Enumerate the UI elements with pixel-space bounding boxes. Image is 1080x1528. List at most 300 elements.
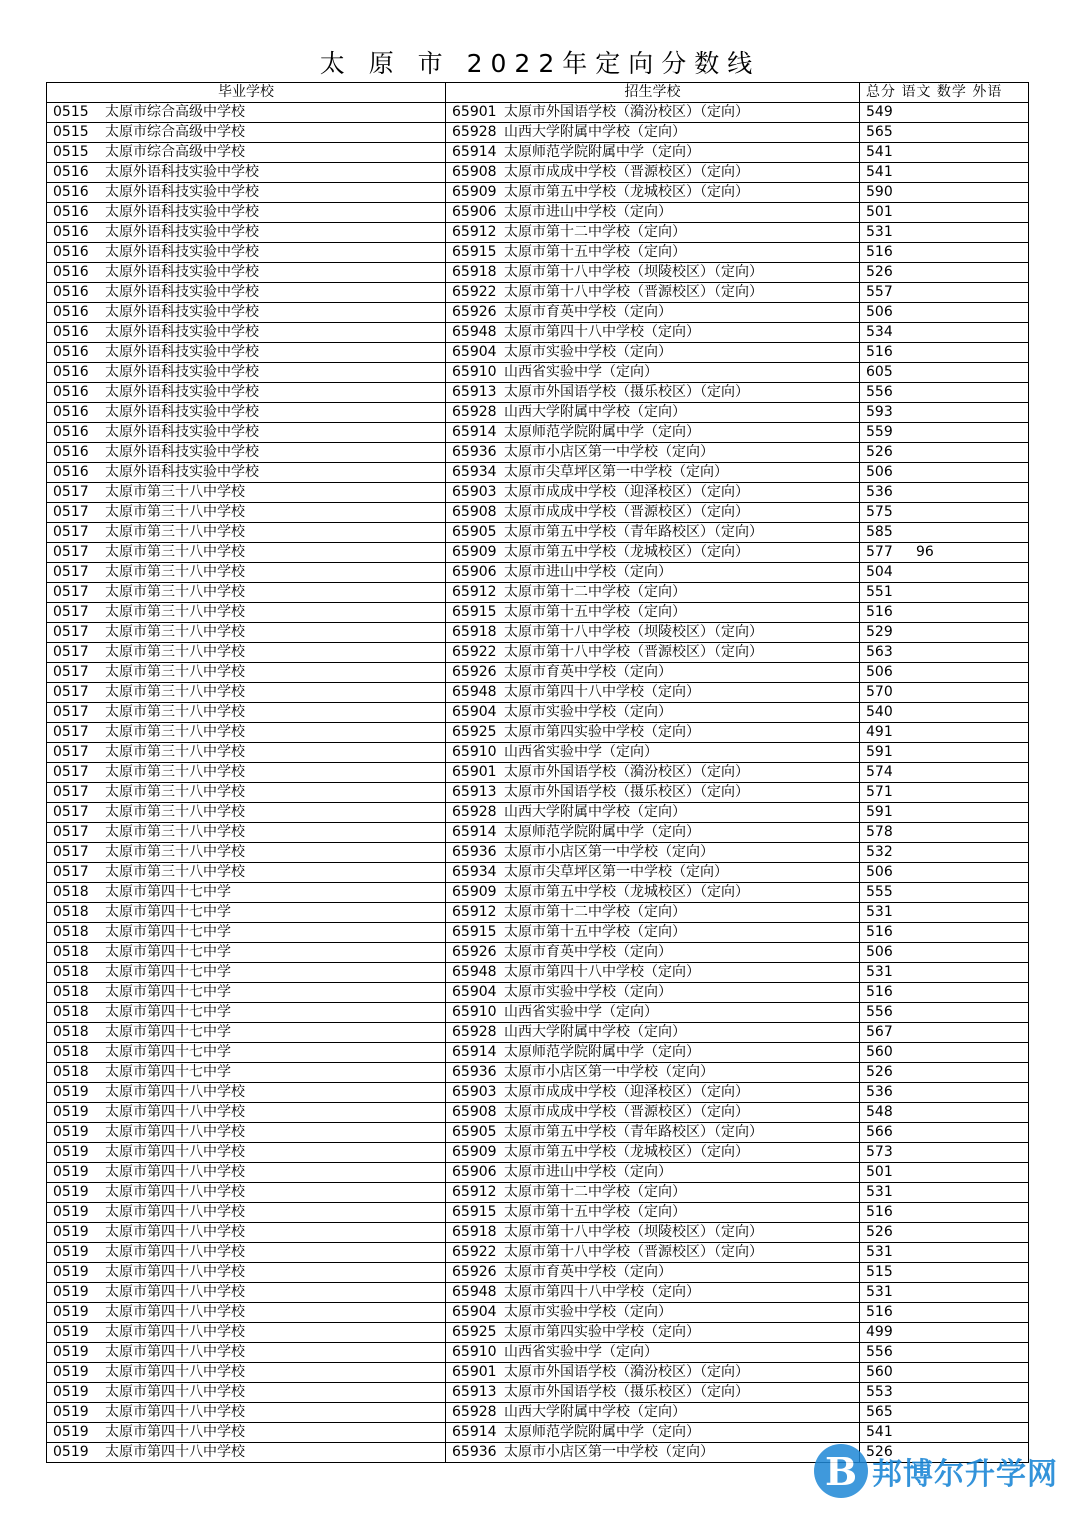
- header-admit-school: 招生学校: [446, 83, 860, 103]
- grad-school-cell: [47, 983, 446, 1003]
- admit-school-cell: [446, 1283, 860, 1303]
- score-cell: [860, 1423, 1029, 1443]
- table-row: [47, 343, 1029, 363]
- total-score: 531: [866, 1184, 893, 1200]
- admit-school-code: 65922: [452, 644, 497, 660]
- grad-school-cell: [47, 1243, 446, 1263]
- grad-school-code: 0519: [53, 1244, 89, 1260]
- admit-school-name: 太原市小店区第一中学校（定向）: [504, 844, 714, 860]
- admit-school-name: 太原市外国语学校（摄乐校区）（定向）: [504, 1384, 749, 1400]
- grad-school-code: 0516: [53, 424, 89, 440]
- score-cell: [860, 943, 1029, 963]
- table-row: [47, 843, 1029, 863]
- admit-school-name: 太原市第十二中学校（定向）: [504, 1184, 686, 1200]
- total-score: 560: [866, 1044, 893, 1060]
- grad-school-code: 0516: [53, 364, 89, 380]
- grad-school-name: 太原市第四十八中学校: [105, 1184, 245, 1200]
- admit-school-name: 太原市实验中学校（定向）: [504, 704, 672, 720]
- table-row: [47, 103, 1029, 123]
- admit-school-cell: [446, 303, 860, 323]
- table-row: [47, 923, 1029, 943]
- admit-school-code: 65904: [452, 344, 497, 360]
- admit-school-cell: [446, 1223, 860, 1243]
- total-score: 575: [866, 504, 893, 520]
- score-cell: [860, 1403, 1029, 1423]
- total-score: 506: [866, 664, 893, 680]
- score-cell: [860, 783, 1029, 803]
- total-score: 532: [866, 844, 893, 860]
- table-row: [47, 1423, 1029, 1443]
- grad-school-code: 0517: [53, 764, 89, 780]
- score-cell: [860, 343, 1029, 363]
- score-cell: [860, 483, 1029, 503]
- grad-school-cell: [47, 283, 446, 303]
- score-cell: [860, 123, 1029, 143]
- grad-school-name: 太原市第四十八中学校: [105, 1224, 245, 1240]
- admit-school-cell: [446, 1383, 860, 1403]
- admit-school-cell: [446, 103, 860, 123]
- table-row: [47, 1403, 1029, 1423]
- total-score: 605: [866, 364, 893, 380]
- score-cell: [860, 1063, 1029, 1083]
- admit-school-name: 太原市外国语学校（摄乐校区）（定向）: [504, 784, 749, 800]
- grad-school-code: 0516: [53, 444, 89, 460]
- table-row: [47, 663, 1029, 683]
- total-score: 563: [866, 644, 893, 660]
- admit-school-name: 太原市第五中学校（龙城校区）（定向）: [504, 544, 749, 560]
- grad-school-cell: [47, 1103, 446, 1123]
- grad-school-cell: [47, 963, 446, 983]
- admit-school-name: 太原师范学院附属中学（定向）: [504, 424, 700, 440]
- table-row: [47, 383, 1029, 403]
- admit-school-code: 65918: [452, 624, 497, 640]
- grad-school-cell: [47, 183, 446, 203]
- total-score: 555: [866, 884, 893, 900]
- table-row: [47, 743, 1029, 763]
- chinese-score: 96: [916, 544, 934, 560]
- score-cell: [860, 223, 1029, 243]
- grad-school-name: 太原市第四十七中学: [105, 1004, 231, 1020]
- grad-school-code: 0517: [53, 804, 89, 820]
- table-row: [47, 323, 1029, 343]
- grad-school-code: 0516: [53, 224, 89, 240]
- grad-school-cell: [47, 1203, 446, 1223]
- admit-school-cell: [446, 563, 860, 583]
- admit-school-cell: [446, 723, 860, 743]
- grad-school-code: 0517: [53, 784, 89, 800]
- admit-school-cell: [446, 903, 860, 923]
- score-cell: [860, 1263, 1029, 1283]
- grad-school-code: 0517: [53, 684, 89, 700]
- admit-school-cell: [446, 803, 860, 823]
- admit-school-code: 65922: [452, 1244, 497, 1260]
- score-cell: [860, 1083, 1029, 1103]
- table-row: [47, 1163, 1029, 1183]
- table-row: [47, 243, 1029, 263]
- admit-school-name: 太原师范学院附属中学（定向）: [504, 144, 700, 160]
- table-row: [47, 1243, 1029, 1263]
- grad-school-name: 太原市综合高级中学校: [105, 144, 245, 160]
- total-score: 549: [866, 104, 893, 120]
- total-score: 560: [866, 1364, 893, 1380]
- score-cell: [860, 803, 1029, 823]
- admit-school-code: 65948: [452, 964, 497, 980]
- score-cell: [860, 1323, 1029, 1343]
- admit-school-name: 太原市第四十八中学校（定向）: [504, 964, 700, 980]
- admit-school-code: 65912: [452, 904, 497, 920]
- admit-school-cell: [446, 1023, 860, 1043]
- table-row: [47, 183, 1029, 203]
- total-score: 551: [866, 584, 893, 600]
- admit-school-code: 65904: [452, 704, 497, 720]
- score-cell: [860, 583, 1029, 603]
- grad-school-cell: [47, 1323, 446, 1343]
- grad-school-cell: [47, 1063, 446, 1083]
- total-score: 531: [866, 904, 893, 920]
- admit-school-cell: [446, 143, 860, 163]
- table-row: [47, 143, 1029, 163]
- admit-school-cell: [446, 1363, 860, 1383]
- admit-school-cell: [446, 923, 860, 943]
- table-row: [47, 1203, 1029, 1223]
- grad-school-code: 0519: [53, 1184, 89, 1200]
- total-score: 541: [866, 144, 893, 160]
- total-score: 499: [866, 1324, 893, 1340]
- score-cell: [860, 1143, 1029, 1163]
- grad-school-code: 0516: [53, 464, 89, 480]
- grad-school-name: 太原市第三十八中学校: [105, 864, 245, 880]
- grad-school-cell: [47, 503, 446, 523]
- grad-school-name: 太原市第四十七中学: [105, 944, 231, 960]
- total-score: 531: [866, 224, 893, 240]
- admit-school-code: 65948: [452, 1284, 497, 1300]
- grad-school-code: 0517: [53, 504, 89, 520]
- grad-school-code: 0519: [53, 1324, 89, 1340]
- score-cell: [860, 1123, 1029, 1143]
- grad-school-code: 0516: [53, 324, 89, 340]
- admit-school-cell: [446, 1423, 860, 1443]
- grad-school-name: 太原市综合高级中学校: [105, 124, 245, 140]
- table-row: [47, 403, 1029, 423]
- grad-school-code: 0519: [53, 1124, 89, 1140]
- grad-school-code: 0516: [53, 384, 89, 400]
- total-score: 501: [866, 204, 893, 220]
- grad-school-cell: [47, 583, 446, 603]
- admit-school-code: 65905: [452, 1124, 497, 1140]
- grad-school-code: 0516: [53, 164, 89, 180]
- grad-school-name: 太原市第三十八中学校: [105, 624, 245, 640]
- admit-school-cell: [446, 523, 860, 543]
- grad-school-cell: [47, 163, 446, 183]
- score-cell: [860, 283, 1029, 303]
- grad-school-name: 太原市第四十七中学: [105, 964, 231, 980]
- admit-school-code: 65912: [452, 224, 497, 240]
- grad-school-cell: [47, 1443, 446, 1463]
- grad-school-cell: [47, 863, 446, 883]
- grad-school-name: 太原市第四十七中学: [105, 984, 231, 1000]
- admit-school-name: 太原市第十八中学校（坝陵校区）（定向）: [504, 264, 763, 280]
- admit-school-name: 太原市成成中学校（晋源校区）（定向）: [504, 164, 749, 180]
- grad-school-code: 0515: [53, 124, 89, 140]
- admit-school-cell: [446, 823, 860, 843]
- grad-school-code: 0517: [53, 524, 89, 540]
- watermark-text: 邦博尔升学网: [872, 1457, 1058, 1492]
- admit-school-name: 太原市成成中学校（晋源校区）（定向）: [504, 1104, 749, 1120]
- admit-school-code: 65936: [452, 1064, 497, 1080]
- table-row: [47, 1043, 1029, 1063]
- total-score: 553: [866, 1384, 893, 1400]
- grad-school-cell: [47, 683, 446, 703]
- grad-school-code: 0515: [53, 144, 89, 160]
- grad-school-name: 太原市第四十八中学校: [105, 1264, 245, 1280]
- admit-school-cell: [446, 363, 860, 383]
- grad-school-code: 0517: [53, 744, 89, 760]
- admit-school-cell: [446, 323, 860, 343]
- grad-school-cell: [47, 1303, 446, 1323]
- score-cell: [860, 743, 1029, 763]
- grad-school-cell: [47, 803, 446, 823]
- table-row: [47, 1003, 1029, 1023]
- table-row: [47, 1343, 1029, 1363]
- grad-school-code: 0518: [53, 1024, 89, 1040]
- grad-school-code: 0517: [53, 824, 89, 840]
- admit-school-name: 太原市第十八中学校（晋源校区）（定向）: [504, 1244, 763, 1260]
- admit-school-name: 太原市外国语学校（摄乐校区）（定向）: [504, 384, 749, 400]
- admit-school-name: 太原市第十五中学校（定向）: [504, 244, 686, 260]
- admit-school-cell: [446, 1103, 860, 1123]
- admit-school-name: 太原市育英中学校（定向）: [504, 944, 672, 960]
- score-cell: [860, 163, 1029, 183]
- grad-school-name: 太原市第三十八中学校: [105, 744, 245, 760]
- grad-school-cell: [47, 243, 446, 263]
- grad-school-cell: [47, 1083, 446, 1103]
- grad-school-name: 太原外语科技实验中学校: [105, 184, 259, 200]
- admit-school-name: 太原市第十二中学校（定向）: [504, 584, 686, 600]
- total-score: 516: [866, 1204, 893, 1220]
- admit-school-name: 太原市第十五中学校（定向）: [504, 604, 686, 620]
- grad-school-name: 太原市第四十七中学: [105, 1024, 231, 1040]
- grad-school-name: 太原市第四十八中学校: [105, 1144, 245, 1160]
- table-row: [47, 1023, 1029, 1043]
- admit-school-name: 太原市第四实验中学校（定向）: [504, 1324, 700, 1340]
- grad-school-name: 太原市第四十八中学校: [105, 1324, 245, 1340]
- grad-school-cell: [47, 383, 446, 403]
- admit-school-code: 65928: [452, 1404, 497, 1420]
- grad-school-code: 0519: [53, 1204, 89, 1220]
- admit-school-cell: [446, 163, 860, 183]
- admit-school-name: 太原市第十五中学校（定向）: [504, 1204, 686, 1220]
- grad-school-code: 0517: [53, 724, 89, 740]
- admit-school-code: 65912: [452, 1184, 497, 1200]
- table-row: [47, 123, 1029, 143]
- grad-school-name: 太原市第四十八中学校: [105, 1384, 245, 1400]
- grad-school-name: 太原市第四十七中学: [105, 904, 231, 920]
- grad-school-code: 0519: [53, 1264, 89, 1280]
- total-score: 591: [866, 804, 893, 820]
- admit-school-code: 65928: [452, 404, 497, 420]
- grad-school-name: 太原市第四十八中学校: [105, 1344, 245, 1360]
- admit-school-name: 山西大学附属中学校（定向）: [504, 404, 686, 420]
- admit-school-name: 山西大学附属中学校（定向）: [504, 124, 686, 140]
- admit-school-cell: [446, 1163, 860, 1183]
- admit-school-cell: [446, 423, 860, 443]
- admit-school-code: 65910: [452, 1004, 497, 1020]
- table-row: [47, 1363, 1029, 1383]
- admit-school-code: 65934: [452, 864, 497, 880]
- admit-school-name: 太原市成成中学校（迎泽校区）（定向）: [504, 484, 749, 500]
- score-cell: [860, 1023, 1029, 1043]
- admit-school-code: 65925: [452, 1324, 497, 1340]
- admit-school-name: 太原市第十八中学校（坝陵校区）（定向）: [504, 1224, 763, 1240]
- grad-school-cell: [47, 563, 446, 583]
- table-row: [47, 963, 1029, 983]
- admit-school-name: 山西大学附属中学校（定向）: [504, 1024, 686, 1040]
- score-cell: [860, 563, 1029, 583]
- admit-school-name: 太原市第四十八中学校（定向）: [504, 324, 700, 340]
- grad-school-cell: [47, 1183, 446, 1203]
- score-cell: [860, 1243, 1029, 1263]
- table-row: [47, 683, 1029, 703]
- score-cell: [860, 843, 1029, 863]
- grad-school-cell: [47, 343, 446, 363]
- table-row: [47, 543, 1029, 563]
- score-cell: [860, 323, 1029, 343]
- score-cell: [860, 243, 1029, 263]
- grad-school-name: 太原市第三十八中学校: [105, 504, 245, 520]
- grad-school-cell: [47, 843, 446, 863]
- grad-school-cell: [47, 723, 446, 743]
- grad-school-cell: [47, 1263, 446, 1283]
- admit-school-cell: [446, 403, 860, 423]
- total-score: 593: [866, 404, 893, 420]
- admit-school-code: 65913: [452, 1384, 497, 1400]
- admit-school-name: 太原市育英中学校（定向）: [504, 664, 672, 680]
- total-score: 501: [866, 1164, 893, 1180]
- total-score: 557: [866, 284, 893, 300]
- grad-school-code: 0519: [53, 1344, 89, 1360]
- total-score: 534: [866, 324, 893, 340]
- total-score: 506: [866, 464, 893, 480]
- admit-school-name: 太原市实验中学校（定向）: [504, 1304, 672, 1320]
- grad-school-name: 太原外语科技实验中学校: [105, 224, 259, 240]
- score-cell: [860, 183, 1029, 203]
- score-cell: [860, 683, 1029, 703]
- score-cell: [860, 963, 1029, 983]
- admit-school-cell: [446, 843, 860, 863]
- admit-school-name: 山西省实验中学（定向）: [504, 744, 658, 760]
- grad-school-code: 0516: [53, 204, 89, 220]
- grad-school-code: 0517: [53, 844, 89, 860]
- score-cell: [860, 263, 1029, 283]
- total-score: 531: [866, 1244, 893, 1260]
- admit-school-name: 太原市第十八中学校（晋源校区）（定向）: [504, 644, 763, 660]
- admit-school-name: 太原市第十五中学校（定向）: [504, 924, 686, 940]
- table-row: [47, 283, 1029, 303]
- admit-school-name: 太原师范学院附属中学（定向）: [504, 1424, 700, 1440]
- admit-school-code: 65936: [452, 844, 497, 860]
- score-cell: [860, 1183, 1029, 1203]
- score-cell: [860, 823, 1029, 843]
- score-cell: [860, 1103, 1029, 1123]
- total-score: 570: [866, 684, 893, 700]
- grad-school-code: 0516: [53, 184, 89, 200]
- admit-school-name: 山西大学附属中学校（定向）: [504, 1404, 686, 1420]
- grad-school-name: 太原外语科技实验中学校: [105, 424, 259, 440]
- grad-school-name: 太原外语科技实验中学校: [105, 344, 259, 360]
- admit-school-name: 太原师范学院附属中学（定向）: [504, 824, 700, 840]
- table-row: [47, 623, 1029, 643]
- total-score: 526: [866, 1064, 893, 1080]
- grad-school-code: 0517: [53, 704, 89, 720]
- grad-school-code: 0519: [53, 1144, 89, 1160]
- admit-school-cell: [446, 243, 860, 263]
- grad-school-code: 0517: [53, 644, 89, 660]
- admit-school-code: 65905: [452, 524, 497, 540]
- admit-school-name: 太原市外国语学校（漪汾校区）（定向）: [504, 1364, 749, 1380]
- table-row: [47, 643, 1029, 663]
- grad-school-cell: [47, 923, 446, 943]
- score-cell: [860, 203, 1029, 223]
- grad-school-name: 太原外语科技实验中学校: [105, 284, 259, 300]
- admit-school-name: 太原市小店区第一中学校（定向）: [504, 1444, 714, 1460]
- admit-school-code: 65909: [452, 884, 497, 900]
- score-cell: [860, 723, 1029, 743]
- grad-school-code: 0516: [53, 304, 89, 320]
- admit-school-name: 太原市第五中学校（龙城校区）（定向）: [504, 1144, 749, 1160]
- table-row: [47, 903, 1029, 923]
- admit-school-code: 65906: [452, 1164, 497, 1180]
- admit-school-name: 太原市第五中学校（青年路校区）（定向）: [504, 1124, 763, 1140]
- admit-school-code: 65915: [452, 604, 497, 620]
- grad-school-cell: [47, 423, 446, 443]
- admit-school-code: 65904: [452, 1304, 497, 1320]
- admit-school-cell: [446, 343, 860, 363]
- admit-school-code: 65908: [452, 504, 497, 520]
- admit-school-cell: [446, 183, 860, 203]
- grad-school-cell: [47, 1423, 446, 1443]
- table-body: [47, 103, 1029, 1463]
- table-row: [47, 723, 1029, 743]
- admit-school-name: 山西省实验中学（定向）: [504, 1344, 658, 1360]
- total-score: 590: [866, 184, 893, 200]
- admit-school-cell: [446, 1123, 860, 1143]
- table-row: [47, 203, 1029, 223]
- grad-school-name: 太原市第四十八中学校: [105, 1164, 245, 1180]
- table-row: [47, 1083, 1029, 1103]
- admit-school-code: 65906: [452, 204, 497, 220]
- admit-school-cell: [446, 1243, 860, 1263]
- table-row: [47, 563, 1029, 583]
- admit-school-code: 65903: [452, 484, 497, 500]
- grad-school-name: 太原外语科技实验中学校: [105, 324, 259, 340]
- total-score: 526: [866, 444, 893, 460]
- admit-school-code: 65909: [452, 184, 497, 200]
- grad-school-cell: [47, 943, 446, 963]
- table-row: [47, 523, 1029, 543]
- grad-school-code: 0518: [53, 1004, 89, 1020]
- score-cell: [860, 663, 1029, 683]
- grad-school-name: 太原市综合高级中学校: [105, 104, 245, 120]
- admit-school-cell: [446, 763, 860, 783]
- score-cell: [860, 1043, 1029, 1063]
- grad-school-name: 太原市第三十八中学校: [105, 584, 245, 600]
- grad-school-code: 0516: [53, 404, 89, 420]
- grad-school-code: 0517: [53, 604, 89, 620]
- admit-school-code: 65904: [452, 984, 497, 1000]
- admit-school-code: 65914: [452, 824, 497, 840]
- admit-school-name: 太原师范学院附属中学（定向）: [504, 1044, 700, 1060]
- admit-school-code: 65901: [452, 104, 497, 120]
